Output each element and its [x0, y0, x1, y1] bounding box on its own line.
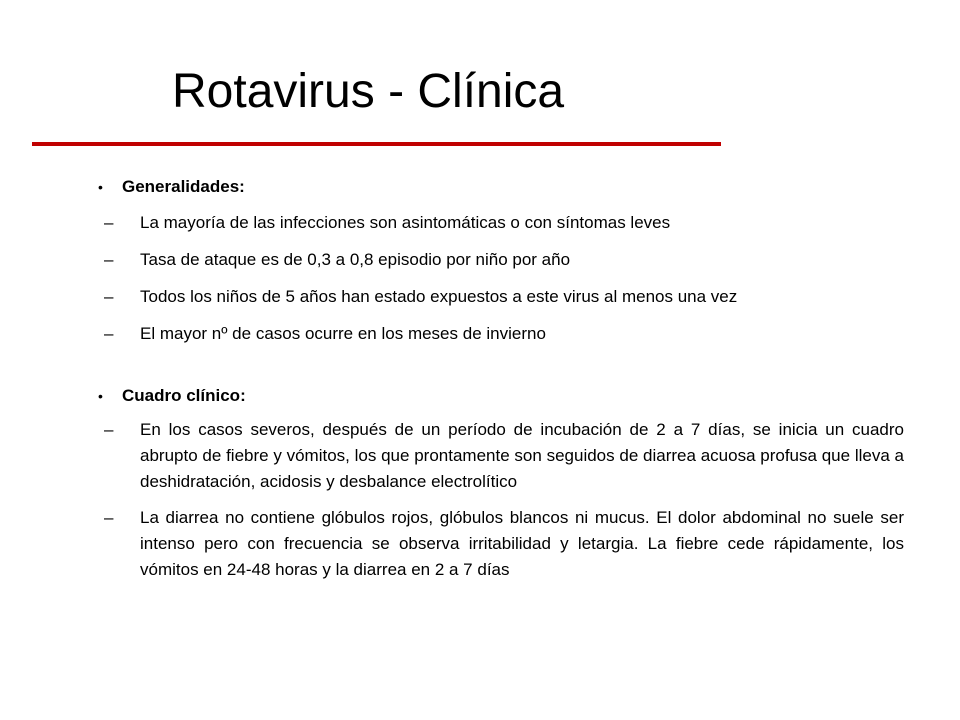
- list-item: [0, 247, 904, 273]
- dash-icon: –: [104, 213, 114, 232]
- dash-icon: –: [104, 324, 114, 343]
- sub-item-list: [0, 210, 960, 347]
- section-label: Generalidades:: [122, 177, 245, 196]
- bullet-icon: •: [98, 179, 103, 195]
- list-item: [0, 321, 904, 347]
- bullet-icon: •: [98, 388, 103, 404]
- title-underline: [32, 142, 721, 146]
- dash-icon: –: [104, 420, 114, 439]
- sub-item-list: [0, 417, 960, 583]
- section-generalidades: [0, 176, 960, 358]
- section-cuadro-clinico: [0, 385, 960, 593]
- list-item-text: La diarrea no contiene glóbulos rojos, glóbulos blancos ni mucus. El dolor abdominal no suele ser intenso pero con frecuencia se observa irritabilidad y letargia. La fiebre cede rápidamente, los vómitos en 24-48 horas y la diarrea en 2 a 7 días: [140, 508, 904, 579]
- list-item-text: En los casos severos, después de un período de incubación de 2 a 7 días, se inicia un cuadro abrupto de fiebre y vómitos, los que prontamente son seguidos de diarrea acuosa profusa que lleva a deshidratación, acidosis y desbalance electrolítico: [140, 420, 904, 491]
- section-label: Cuadro clínico:: [122, 386, 246, 405]
- list-item: [0, 284, 904, 310]
- list-item: [0, 210, 904, 236]
- section-heading: [0, 385, 960, 407]
- dash-icon: –: [104, 508, 114, 527]
- list-item-text: Todos los niños de 5 años han estado expuestos a este virus al menos una vez: [140, 287, 738, 306]
- list-item: [0, 417, 904, 495]
- list-item-text: Tasa de ataque es de 0,3 a 0,8 episodio por niño por año: [140, 250, 571, 269]
- list-item-text: El mayor nº de casos ocurre en los meses de invierno: [140, 324, 546, 343]
- list-item-text: La mayoría de las infecciones son asintomáticas o con síntomas leves: [140, 213, 671, 232]
- list-item: [0, 505, 904, 583]
- dash-icon: –: [104, 250, 114, 269]
- section-heading: [0, 176, 960, 198]
- slide-title: Rotavirus - Clínica: [172, 65, 565, 118]
- dash-icon: –: [104, 287, 114, 306]
